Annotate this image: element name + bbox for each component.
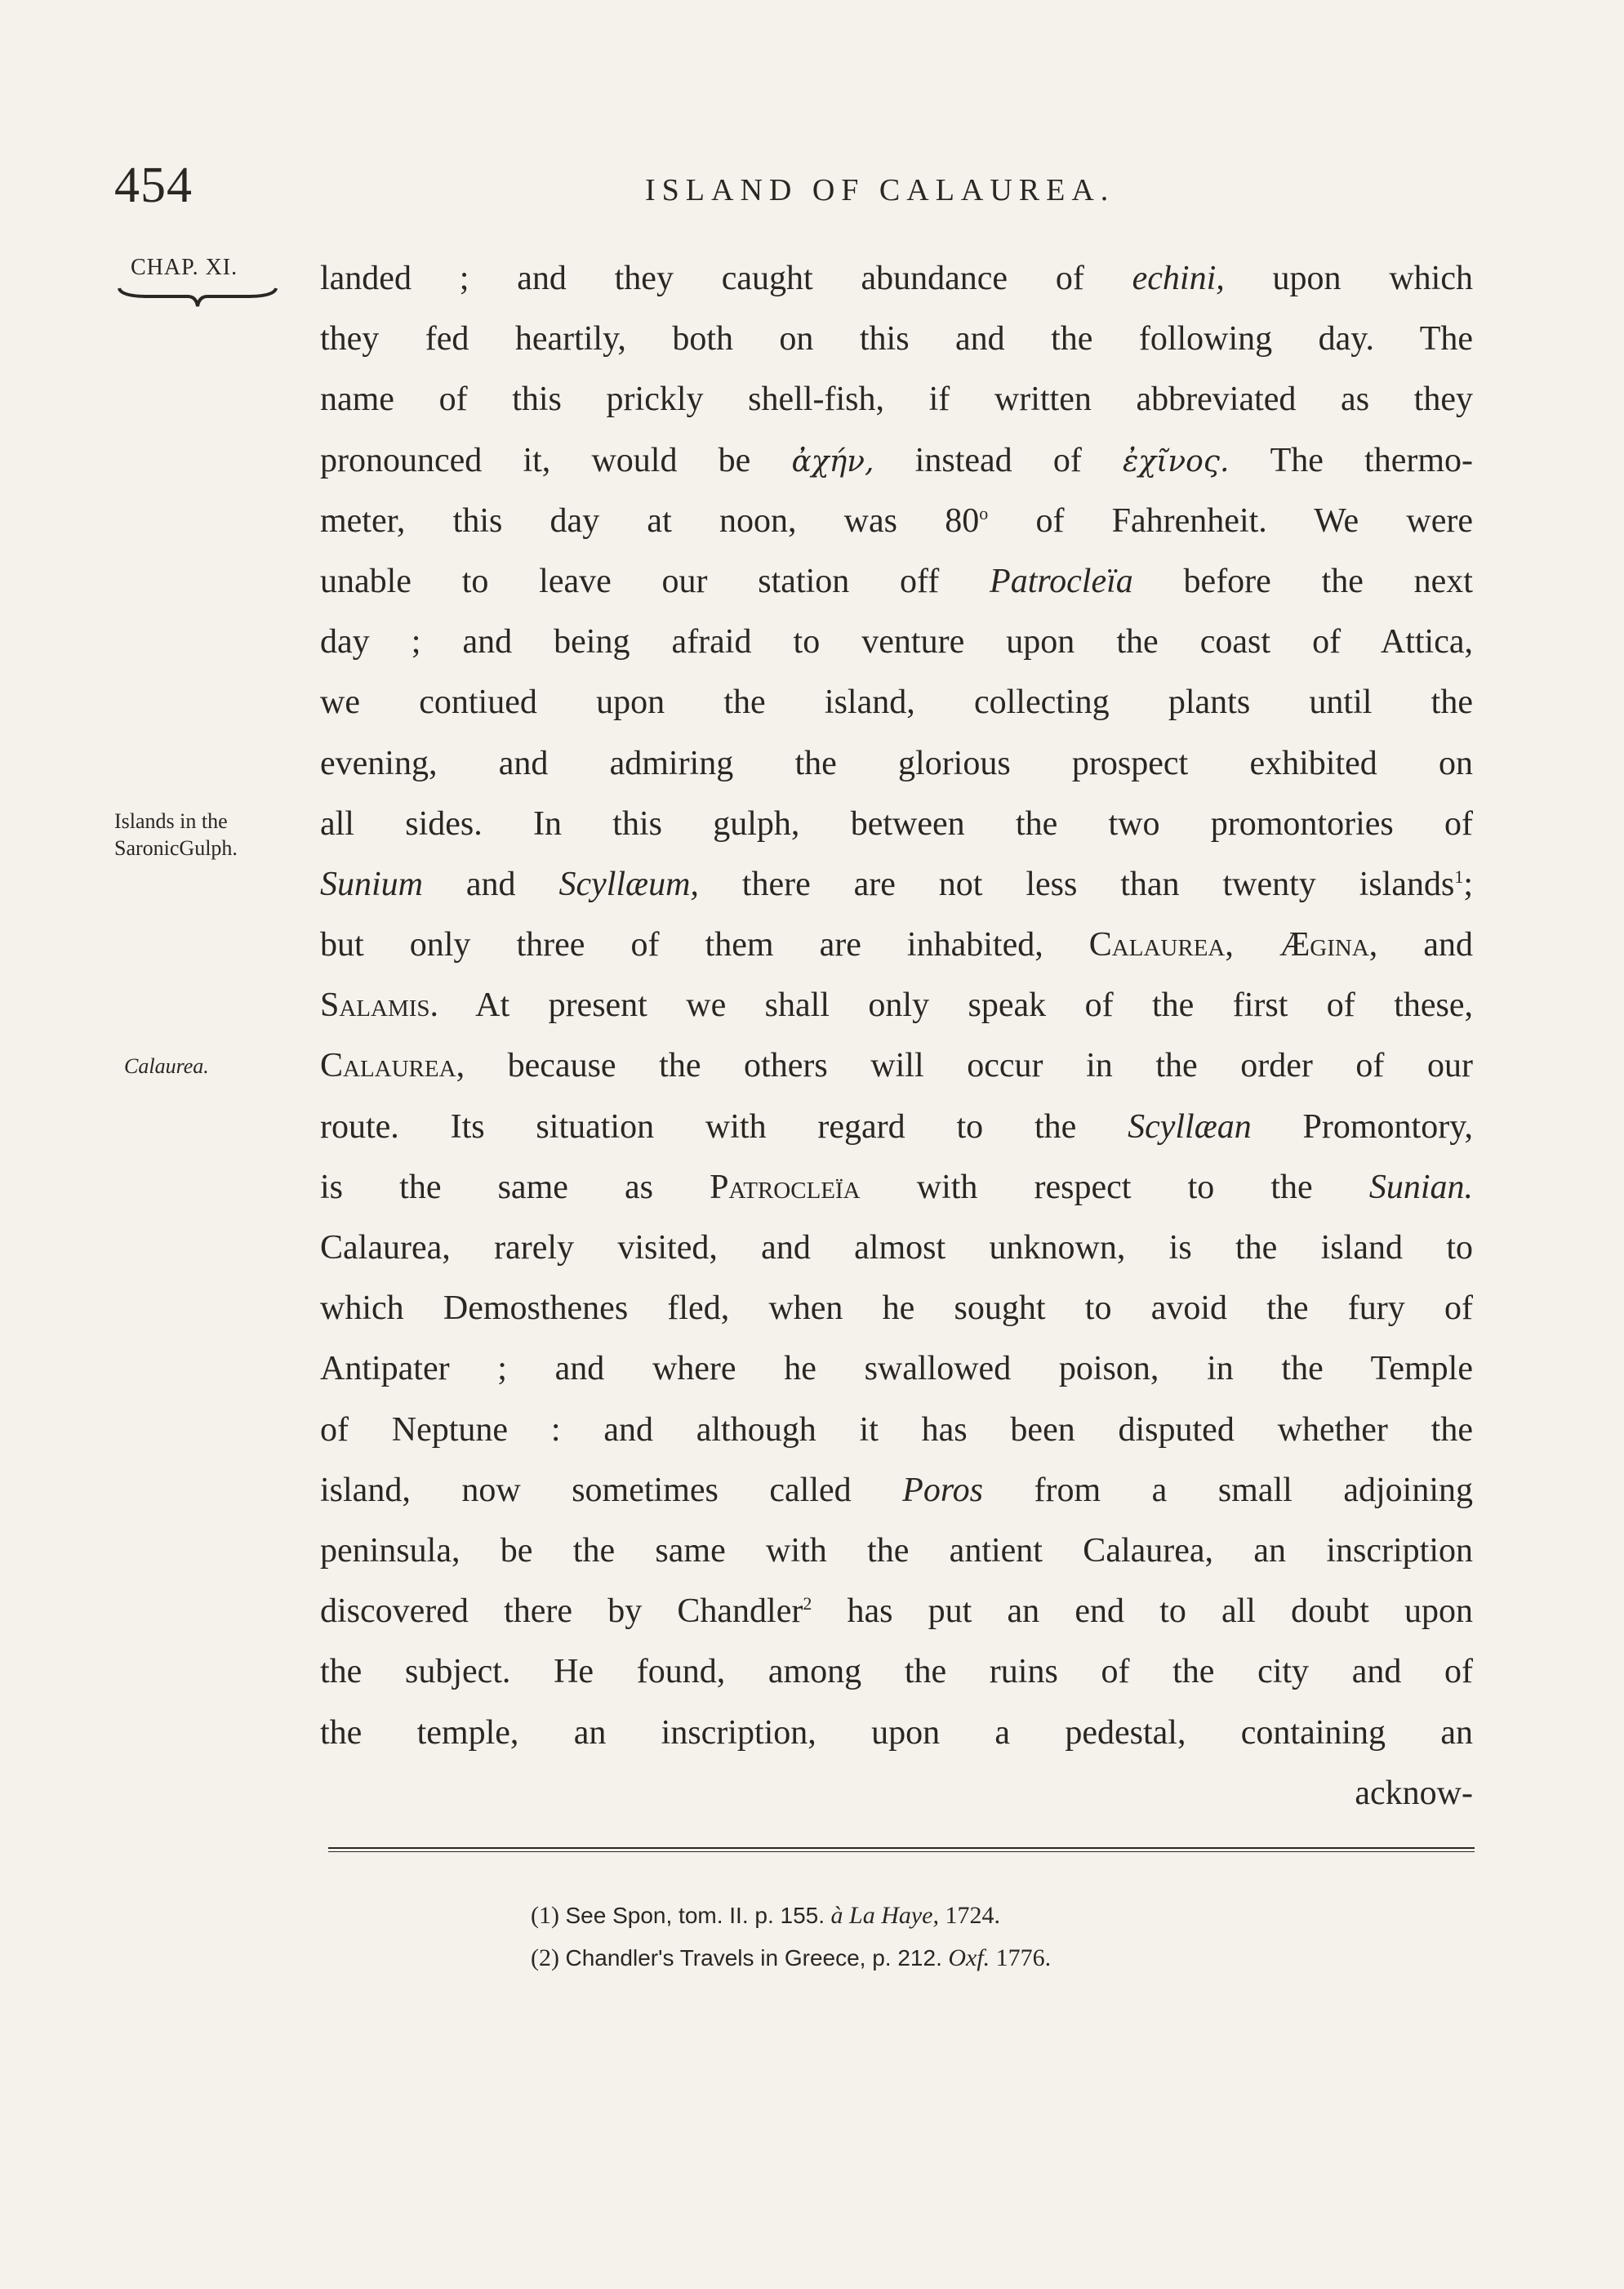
text-line: Calaurea, because the others will occur in the order of our xyxy=(320,1047,1473,1085)
chapter-label: CHAP. XI. xyxy=(131,255,238,280)
running-title: ISLAND OF CALAUREA. xyxy=(645,173,1115,207)
text-line: route. Its situation with regard to the Scyllæan Promontory, xyxy=(320,1107,1473,1146)
text-line: meter, this day at noon, was 80$^o$ of Fahrenheit. We were xyxy=(320,501,1473,540)
text-line: is the same as Patrocleïa with respect to the Sunian. xyxy=(320,1168,1474,1206)
footnote-ref-2: 2 xyxy=(803,1593,812,1614)
body-text xyxy=(320,248,1473,1824)
text-line: but only three of them are inhabited, Calaurea, Ægina, and xyxy=(320,926,1473,964)
text-line: of Neptune : and although it has been disputed whether the xyxy=(320,1410,1473,1449)
footnote-1: (1) See Spon, tom. II. p. 155. à La Haye, 1724. xyxy=(531,1902,1000,1929)
text-line: the temple, an inscription, upon a pedestal, containing an xyxy=(320,1713,1473,1752)
footnote-2: (2) Chandler's Travels in Greece, p. 212. Oxf. 1776. xyxy=(531,1944,1052,1971)
text-line: island, now sometimes called Poros from a small adjoining xyxy=(320,1471,1473,1509)
page-number: 454 xyxy=(114,158,193,213)
text-line: Calaurea, rarely visited, and almost unknown, is the island to xyxy=(320,1229,1473,1267)
text-line: unable to leave our station off Patrocleïa before the next xyxy=(320,562,1473,600)
footnote-rule xyxy=(328,1847,1475,1853)
text-line: Antipater ; and where he swallowed poison, in the Temple xyxy=(320,1350,1473,1388)
text-line: which Demosthenes fled, when he sought to avoid the fury of xyxy=(320,1289,1473,1328)
text-line: pronounced it, would be ἀχήν, instead of ἐχῖνος. The thermo- xyxy=(320,441,1474,479)
text-line: they fed heartily, both on this and the following day. The xyxy=(320,320,1473,358)
text-line: we contiued upon the island, collecting plants until the xyxy=(320,684,1473,722)
footnote-ref-1: 1 xyxy=(1454,866,1464,887)
text-line: Sunium and Scyllæum, there are not less than twenty islands$^1$; xyxy=(320,865,1473,903)
text-line: landed ; and they caught abundance of echini, upon which xyxy=(320,260,1473,297)
text-line: evening, and admiring the glorious prospect exhibited on xyxy=(320,744,1473,782)
text-line: the subject. He found, among the ruins of the city and of xyxy=(320,1653,1473,1691)
text-line: all sides. In this gulph, between the two promontories of xyxy=(320,804,1473,843)
text-line: discovered there by Chandler$^2$ has put an end to all doubt upon xyxy=(320,1592,1473,1631)
margin-note-islands xyxy=(114,808,238,862)
margin-note-calaurea: Calaurea. xyxy=(124,1054,209,1078)
text-line: name of this prickly shell-fish, if written abbreviated as they xyxy=(320,381,1473,419)
text-line: peninsula, be the same with the antient Calaurea, an inscription xyxy=(320,1531,1473,1570)
margin-note-islands-line2: SaronicGulph. xyxy=(114,835,238,860)
text-line: Salamis. At present we shall only speak of the first of these, xyxy=(320,986,1473,1025)
catchword: acknow- xyxy=(1355,1774,1473,1812)
margin-note-islands-line1: Islands in the xyxy=(114,809,228,833)
chapter-brace xyxy=(116,285,279,313)
footnotes xyxy=(531,1895,1051,1979)
text-line: day ; and being afraid to venture upon the coast of Attica, xyxy=(320,623,1473,661)
